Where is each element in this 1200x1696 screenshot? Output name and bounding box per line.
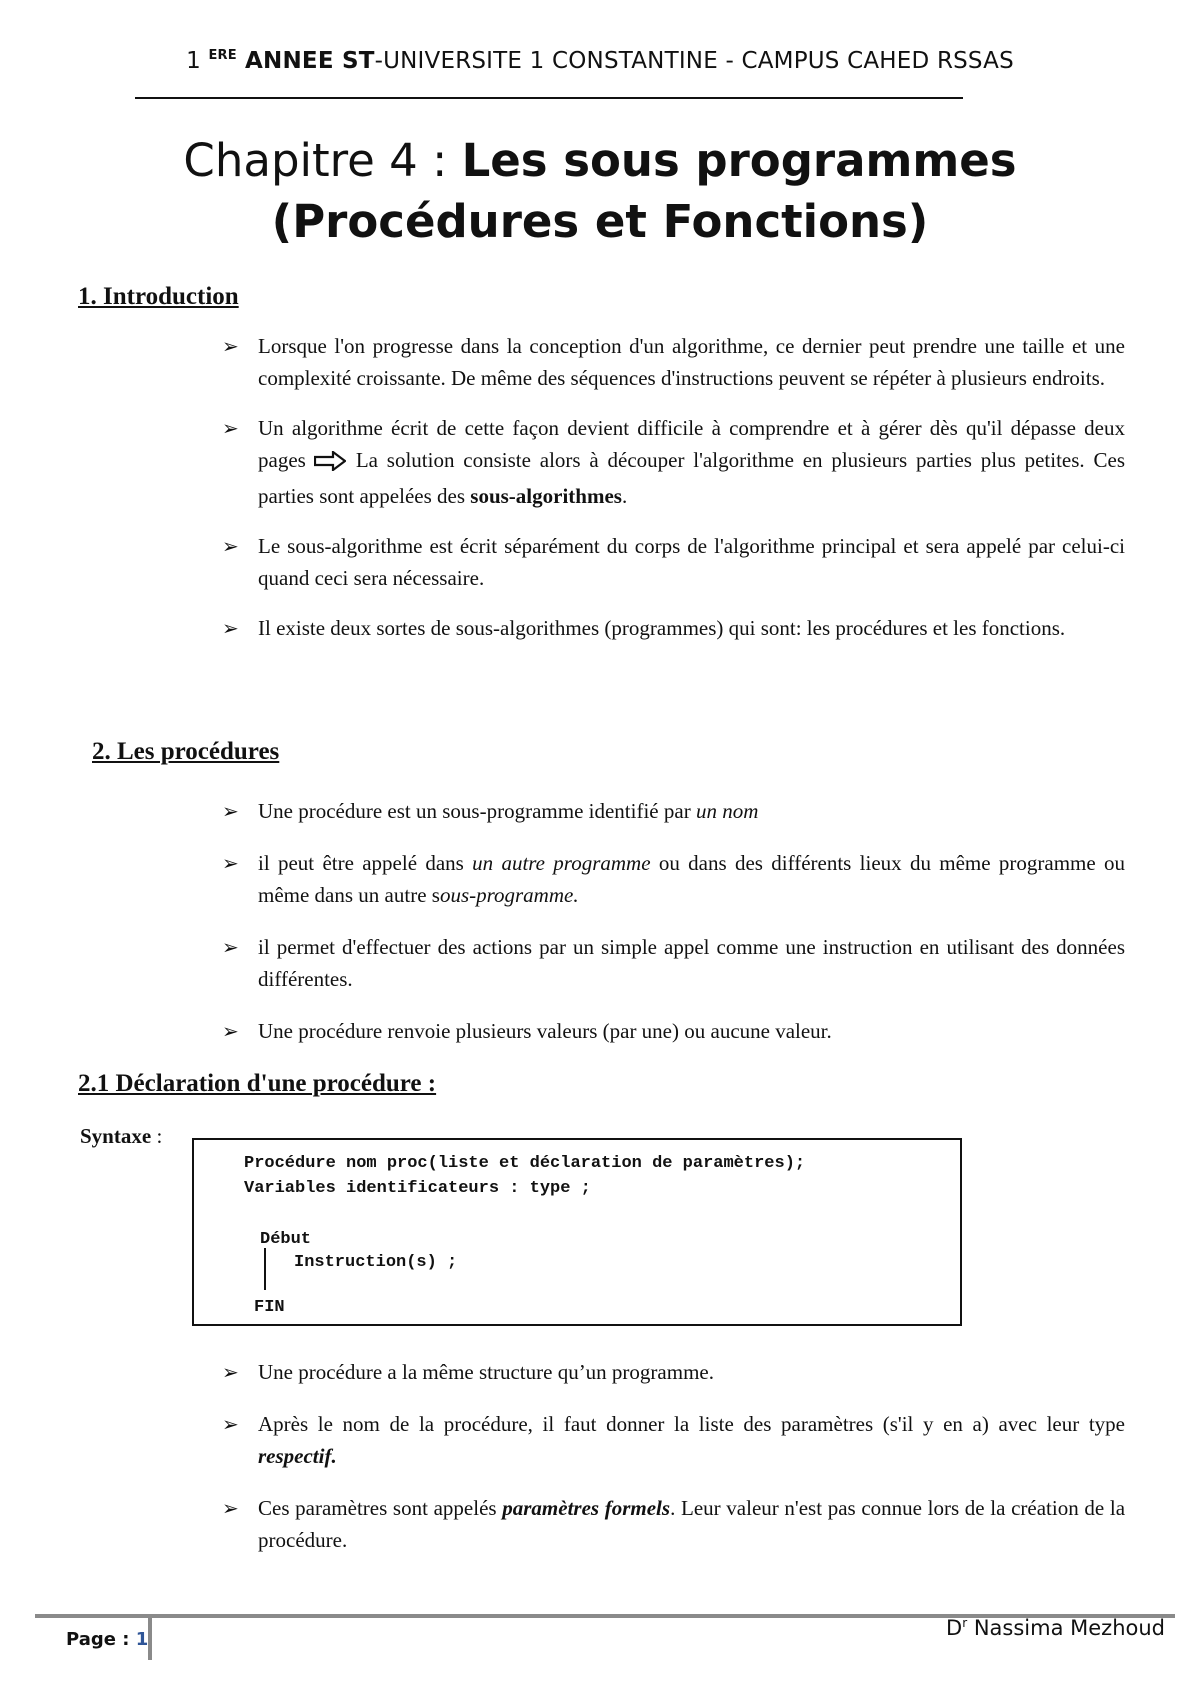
arrowhead-bullet-icon: ➢ bbox=[222, 1496, 239, 1520]
list-item bbox=[220, 612, 1125, 644]
bullet-text: Une procédure est un sous-programme identifié par bbox=[258, 799, 691, 823]
arrowhead-bullet-icon: ➢ bbox=[222, 1019, 239, 1043]
author-name: Nassima Mezhoud bbox=[967, 1616, 1165, 1640]
bullet-text: Le sous-algorithme est écrit séparément du corps de l'algorithme principal et sera appelé par celui-ci quand ceci sera nécessaire. bbox=[258, 534, 1125, 590]
list-item bbox=[220, 1356, 1125, 1388]
bullet-text: Lorsque l'on progresse dans la conception d'un algorithme, ce dernier peut prendre une taille et une complexité croissante. De même des séquences d'instructions peuvent se répéter à plusieurs endroits. bbox=[258, 334, 1125, 390]
section-2-1-heading: 2.1 Déclaration d'une procédure : bbox=[78, 1070, 437, 1097]
author bbox=[946, 1616, 1165, 1640]
list-item bbox=[220, 1492, 1125, 1556]
list-item bbox=[220, 1015, 1125, 1047]
arrowhead-bullet-icon: ➢ bbox=[222, 334, 239, 358]
bullet-text: Une procédure a la même structure qu’un programme. bbox=[258, 1360, 714, 1384]
list-item bbox=[220, 931, 1125, 995]
bullet-text: Un algorithme écrit de cette façon devient difficile à comprendre et à gérer dès qu'il dépasse deux pages bbox=[258, 416, 1125, 472]
arrowhead-bullet-icon: ➢ bbox=[222, 616, 239, 640]
page-number-label bbox=[66, 1629, 148, 1650]
arrowhead-bullet-icon: ➢ bbox=[222, 799, 239, 823]
title-main: Les sous programmes bbox=[461, 134, 1017, 187]
page-label-text: Page : bbox=[66, 1629, 136, 1650]
list-item: ➢ Un algorithme écrit de cette façon devient difficile à comprendre et à gérer dès qu'il dépasse deux pages La solution consiste alors à découper l'algorithme en plusieurs parties plus petites. Ces parties sont appelées des sous-algorithmes. bbox=[220, 412, 1125, 512]
bullet-text: il peut être appelé dans bbox=[258, 851, 464, 875]
bullet-text: Après le nom de la procédure, il faut donner la liste des paramètres (s'il y en a) avec leur type bbox=[258, 1412, 1125, 1436]
bullet-bold: sous-algorithmes bbox=[470, 484, 622, 508]
arrowhead-bullet-icon: ➢ bbox=[222, 851, 239, 875]
section-2-1-list bbox=[220, 1356, 1125, 1556]
code-line: FIN bbox=[254, 1298, 285, 1317]
page-header bbox=[0, 48, 1200, 74]
arrowhead-bullet-icon: ➢ bbox=[222, 1412, 239, 1436]
list-item bbox=[220, 530, 1125, 594]
list-item bbox=[220, 795, 1125, 827]
bullet-bold-italic: paramètres formels bbox=[502, 1496, 671, 1520]
bullet-text: La solution consiste alors à découper l'algorithme en plusieurs parties plus petites. Ces parties sont appelées des bbox=[258, 448, 1125, 508]
code-line: Début bbox=[260, 1230, 312, 1249]
section-2-list bbox=[220, 795, 1125, 1047]
header-prefix: 1 bbox=[186, 48, 201, 74]
author-sup: r bbox=[962, 1616, 968, 1630]
bullet-bold-italic: respectif. bbox=[258, 1444, 337, 1468]
section-1-heading: 1. Introduction bbox=[78, 283, 239, 310]
syntax-label bbox=[80, 1124, 162, 1149]
implies-arrow-icon bbox=[314, 448, 346, 480]
section-2-heading: 2. Les procédures bbox=[92, 738, 280, 765]
author-prefix: D bbox=[946, 1616, 963, 1640]
arrowhead-bullet-icon: ➢ bbox=[222, 935, 239, 959]
header-sup: ERE bbox=[208, 48, 237, 63]
list-item bbox=[220, 847, 1125, 911]
list-item bbox=[220, 330, 1125, 394]
bullet-italic: un autre programme bbox=[472, 851, 651, 875]
bullet-text: ou dans des différents lieux du même programme ou même dans un autre s bbox=[258, 851, 1125, 907]
footer-divider bbox=[148, 1614, 152, 1660]
syntax-code-box bbox=[192, 1138, 962, 1326]
title-chapter: Chapitre 4 : bbox=[183, 134, 462, 187]
list-item bbox=[220, 1408, 1125, 1472]
code-block-bar bbox=[264, 1248, 266, 1290]
header-bold: ANNEE ST bbox=[236, 48, 375, 74]
bullet-italic: ous-programme. bbox=[439, 883, 579, 907]
code-line: Instruction(s) ; bbox=[294, 1253, 458, 1272]
arrowhead-bullet-icon: ➢ bbox=[222, 416, 239, 440]
arrowhead-bullet-icon: ➢ bbox=[222, 534, 239, 558]
syntax-colon: : bbox=[151, 1124, 163, 1148]
bullet-text: il permet d'effectuer des actions par un simple appel comme une instruction en utilisant des données différentes. bbox=[258, 935, 1125, 991]
code-line: Procédure nom proc(liste et déclaration de paramètres); bbox=[244, 1154, 806, 1173]
section-1-list bbox=[220, 330, 1125, 644]
bullet-text: Ces paramètres sont appelés bbox=[258, 1496, 497, 1520]
header-rest: -UNIVERSITE 1 CONSTANTINE - CAMPUS CAHED RSSAS bbox=[374, 48, 1014, 74]
title-sub: (Procédures et Fonctions) bbox=[271, 195, 929, 248]
syntax-label-text: Syntaxe bbox=[80, 1124, 152, 1148]
bullet-italic: un nom bbox=[695, 799, 759, 823]
code-line: Variables identificateurs : type ; bbox=[244, 1179, 591, 1198]
page-number: 1 bbox=[135, 1629, 149, 1650]
chapter-title bbox=[0, 130, 1200, 252]
header-rule bbox=[135, 97, 963, 99]
arrowhead-bullet-icon: ➢ bbox=[222, 1360, 239, 1384]
bullet-text: Il existe deux sortes de sous-algorithmes (programmes) qui sont: les procédures et les fonctions. bbox=[258, 616, 1066, 640]
bullet-text: Une procédure renvoie plusieurs valeurs (par une) ou aucune valeur. bbox=[258, 1019, 832, 1043]
bullet-text: . Leur valeur n'est pas connue lors de la création de la procédure. bbox=[258, 1496, 1126, 1552]
